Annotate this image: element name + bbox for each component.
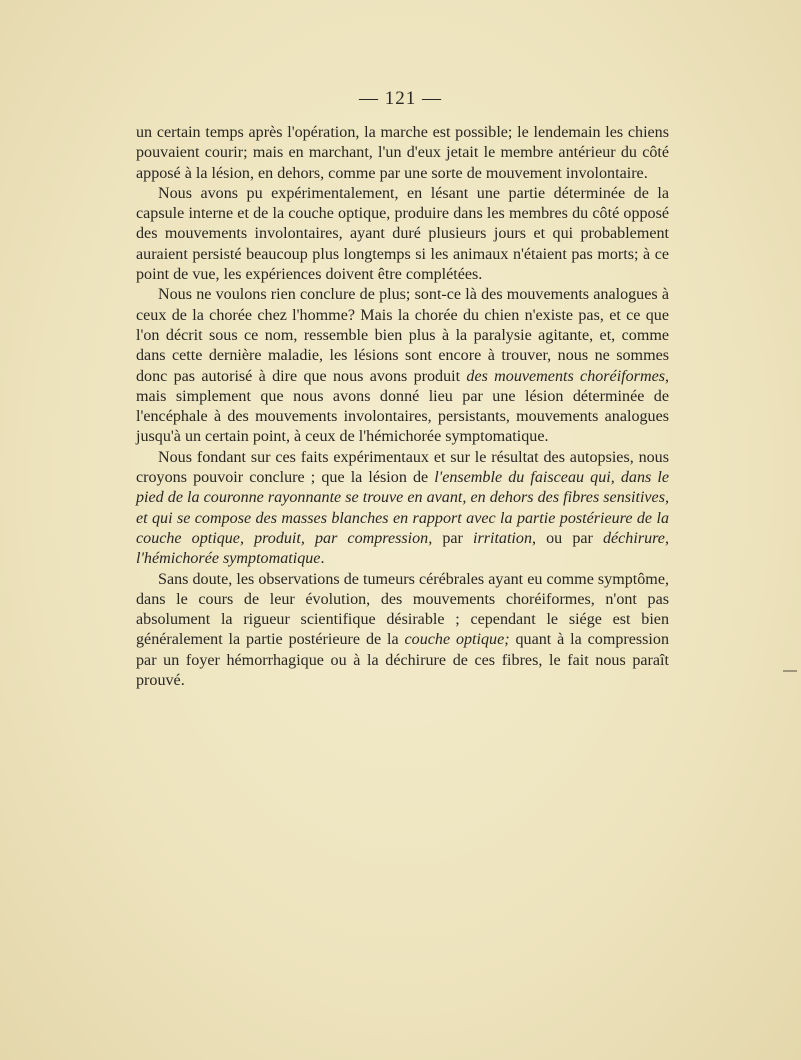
text-run: , (664, 529, 669, 547)
paragraph (136, 184, 669, 285)
page-number: — 121 — (359, 88, 442, 109)
italic-text: l'hémichorée symptomatique (136, 550, 321, 568)
text-run: par (432, 529, 473, 547)
paragraph (136, 123, 669, 184)
paragraph (136, 570, 669, 692)
text-run: un certain temps après l'opération, la marche est possible; le lendemain les chiens pouvaient courir; mais en marchant, l'un d'eux jetait le membre antérieur du côté apposé à la lésion, en dehors, comme par une sorte de mouvement involontaire. (136, 124, 669, 182)
italic-text: l'ensemble du faisceau qui, dans le pied de la couronne rayonnante se trouve en avant, en dehors des fibres sensitives, et qui se compose des masses blanches en rapport avec la partie postérieure de la couche optique, produit, par compression, (136, 469, 669, 547)
text-run: Sans doute, les observations de tumeurs cérébrales ayant eu comme symptôme, dans le cours de leur évolution, des mouvements choréiformes, n'ont pas absolument la rigueur scientifique désirable ; cependant le siége est bien généralement la partie postérieure de la (136, 570, 669, 649)
paragraph (136, 285, 669, 447)
text-run: Nous ne voulons rien conclure de plus; sont-ce là des mouvements analogues à ceux de la chorée chez l'homme? Mais la chorée du chien n'existe pas, et ce que l'on décrit sous ce nom, ressemble bien plus à la paralysie agitante, et, comme dans cette dernière maladie, les lésions sont encore à trouver, nous ne sommes donc pas autorisé à dire que nous avons produit (136, 286, 669, 385)
margin-mark (783, 670, 797, 672)
text-run: . (320, 550, 325, 568)
body-text (136, 123, 669, 691)
italic-text: couche optique; (404, 631, 510, 649)
paragraph (136, 448, 669, 570)
text-run: quant à la compression par un foyer hémorrhagique ou à la déchirure de ces fibres, le fait nous paraît prouvé. (136, 631, 669, 690)
text-run: , ou par (532, 529, 603, 547)
italic-text: irritation (472, 529, 532, 547)
italic-text: des mouvements choréiformes (466, 367, 665, 385)
italic-text: déchirure (602, 529, 665, 547)
text-run: , mais simplement que nous avons donné lieu par une lésion déterminée de l'encéphale à des mouvements involontaires, persistants, mouvements analogues jusqu'à un certain point, à ceux de l'hémichorée symptomatique. (136, 367, 670, 446)
text-run: Nous avons pu expérimentalement, en lésant une partie déterminée de la capsule interne et de la couche optique, produire dans les membres du côté opposé des mouvements involontaires, ayant duré plusieurs jours et qui probablement auraient persisté beaucoup plus longtemps si les animaux n'étaient pas morts; à ce point de vue, les expériences doivent être complétées. (136, 184, 669, 284)
text-run: Nous fondant sur ces faits expérimentaux et sur le résultat des autopsies, nous croyons pouvoir conclure ; que la lésion de (136, 448, 669, 487)
